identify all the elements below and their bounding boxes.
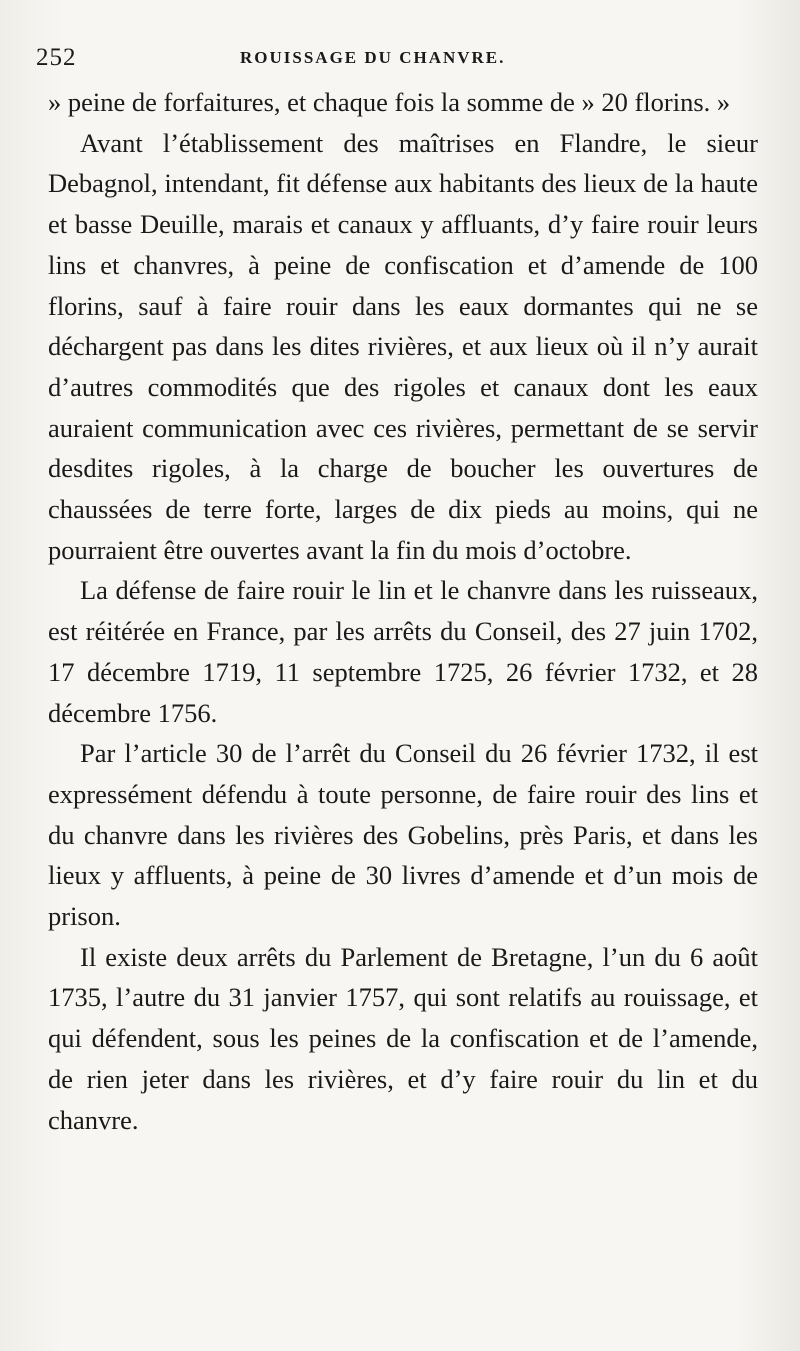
page-header: [30, 40, 770, 80]
page-number: 252: [36, 44, 77, 71]
paragraph-4: Par l’article 30 de l’arrêt du Conseil du 26 février 1732, il est expressément défendu à toute personne, de faire rouir des lins et du chanvre dans les rivières des Gobelins, près Paris, et dans les lieux y affluents, à peine de 30 livres d’amende et d’un mois de prison.: [48, 738, 758, 932]
body-text: [48, 82, 758, 1140]
paragraph-1: » peine de forfaitures, et chaque fois la somme de » 20 florins. »: [48, 87, 731, 117]
paragraph-5: Il existe deux arrêts du Parlement de Bretagne, l’un du 6 août 1735, l’autre du 31 janvier 1757, qui sont relatifs au rouissage, et qui défendent, sous les peines de la confiscation et de l’amende, de rien jeter dans les rivières, et d’y faire rouir du lin et du chanvre.: [48, 941, 758, 1135]
paragraph-2: Avant l’établissement des maîtrises en Flandre, le sieur Debagnol, intendant, fit défense aux habitants des lieux de la haute et basse Deuille, marais et canaux y affluants, d’y faire rouir leurs lins et chanvres, à peine de confiscation et d’amende de 100 florins, sauf à faire rouir dans les eaux dormantes qui ne se déchargent pas dans les dites rivières, et aux lieux où il n’y aurait d’autres commodités que des rigoles et canaux dont les eaux auraient communication avec ces rivières, permettant de se servir desdites rigoles, à la charge de boucher les ouvertures de chaussées de terre forte, larges de dix pieds au moins, qui ne pourraient être ouvertes avant la fin du mois d’octobre.: [48, 127, 758, 565]
paragraph-3: La défense de faire rouir le lin et le chanvre dans les ruisseaux, est réitérée en France, par les arrêts du Conseil, des 27 juin 1702, 17 décembre 1719, 11 septembre 1725, 26 février 1732, et 28 décembre 1756.: [48, 575, 758, 728]
running-title: ROUISSAGE DU CHANVRE.: [240, 48, 506, 67]
